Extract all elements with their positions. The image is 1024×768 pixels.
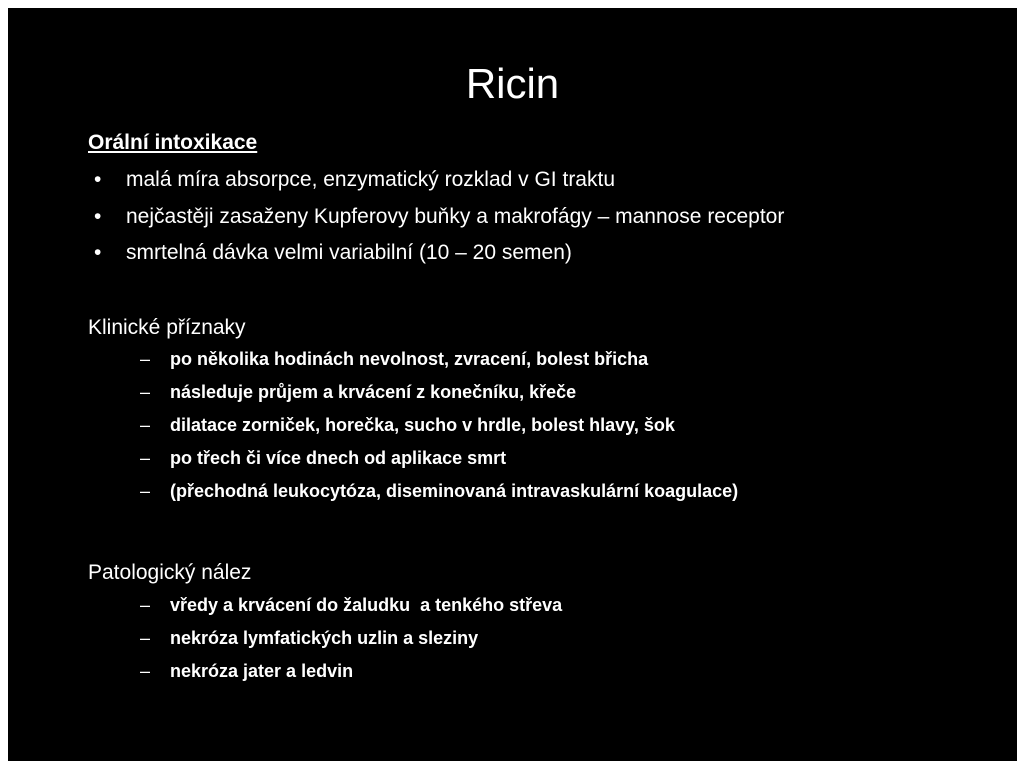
section-heading-oral-intoxication: Orální intoxikace: [88, 131, 258, 154]
bullet-text: malá míra absorpce, enzymatický rozklad v GI traktu: [126, 168, 615, 191]
sub-item: [140, 479, 738, 503]
sub-item: [140, 659, 353, 683]
dash-marker: –: [140, 661, 151, 681]
section-heading-pathological-findings: Patologický nález: [88, 561, 252, 584]
sub-item-text: nekróza lymfatických uzlin a sleziny: [170, 628, 479, 648]
sub-item-text: dilatace zorniček, horečka, sucho v hrdle, bolest hlavy, šok: [170, 415, 675, 435]
bullet-marker: •: [94, 241, 102, 264]
dash-marker: –: [140, 628, 151, 648]
sub-item: [140, 446, 506, 470]
sub-item-text: (přechodná leukocytóza, diseminovaná intravaskulární koagulace): [170, 481, 739, 501]
slide: [8, 8, 1017, 761]
sub-item: [140, 593, 562, 617]
dash-marker: –: [140, 382, 151, 402]
dash-marker: –: [140, 349, 151, 369]
sub-item: [140, 413, 675, 437]
bullet-marker: •: [94, 205, 102, 228]
sub-item: [140, 626, 478, 650]
bullet-item: [88, 167, 615, 193]
sub-item: [140, 347, 648, 371]
bullet-item: [88, 204, 784, 230]
dash-marker: –: [140, 481, 151, 501]
sub-item-text: nekróza jater a ledvin: [170, 661, 354, 681]
dash-marker: –: [140, 415, 151, 435]
sub-item-text: po několika hodinách nevolnost, zvracení, bolest břicha: [170, 349, 649, 369]
sub-item-text: následuje průjem a krvácení z konečníku, křeče: [170, 382, 577, 402]
bullet-item: [88, 240, 572, 266]
bullet-text: nejčastěji zasaženy Kupferovy buňky a makrofágy – mannose receptor: [126, 205, 785, 228]
bullet-marker: •: [94, 168, 102, 191]
sub-item-text: vředy a krvácení do žaludku a tenkého střeva: [170, 595, 563, 615]
dash-marker: –: [140, 448, 151, 468]
section-heading-clinical-symptoms: Klinické příznaky: [88, 316, 246, 339]
dash-marker: –: [140, 595, 151, 615]
slide-title: Ricin: [465, 60, 560, 107]
bullet-text: smrtelná dávka velmi variabilní (10 – 20 semen): [126, 241, 572, 264]
sub-item: [140, 380, 576, 404]
sub-item-text: po třech či více dnech od aplikace smrt: [170, 448, 507, 468]
